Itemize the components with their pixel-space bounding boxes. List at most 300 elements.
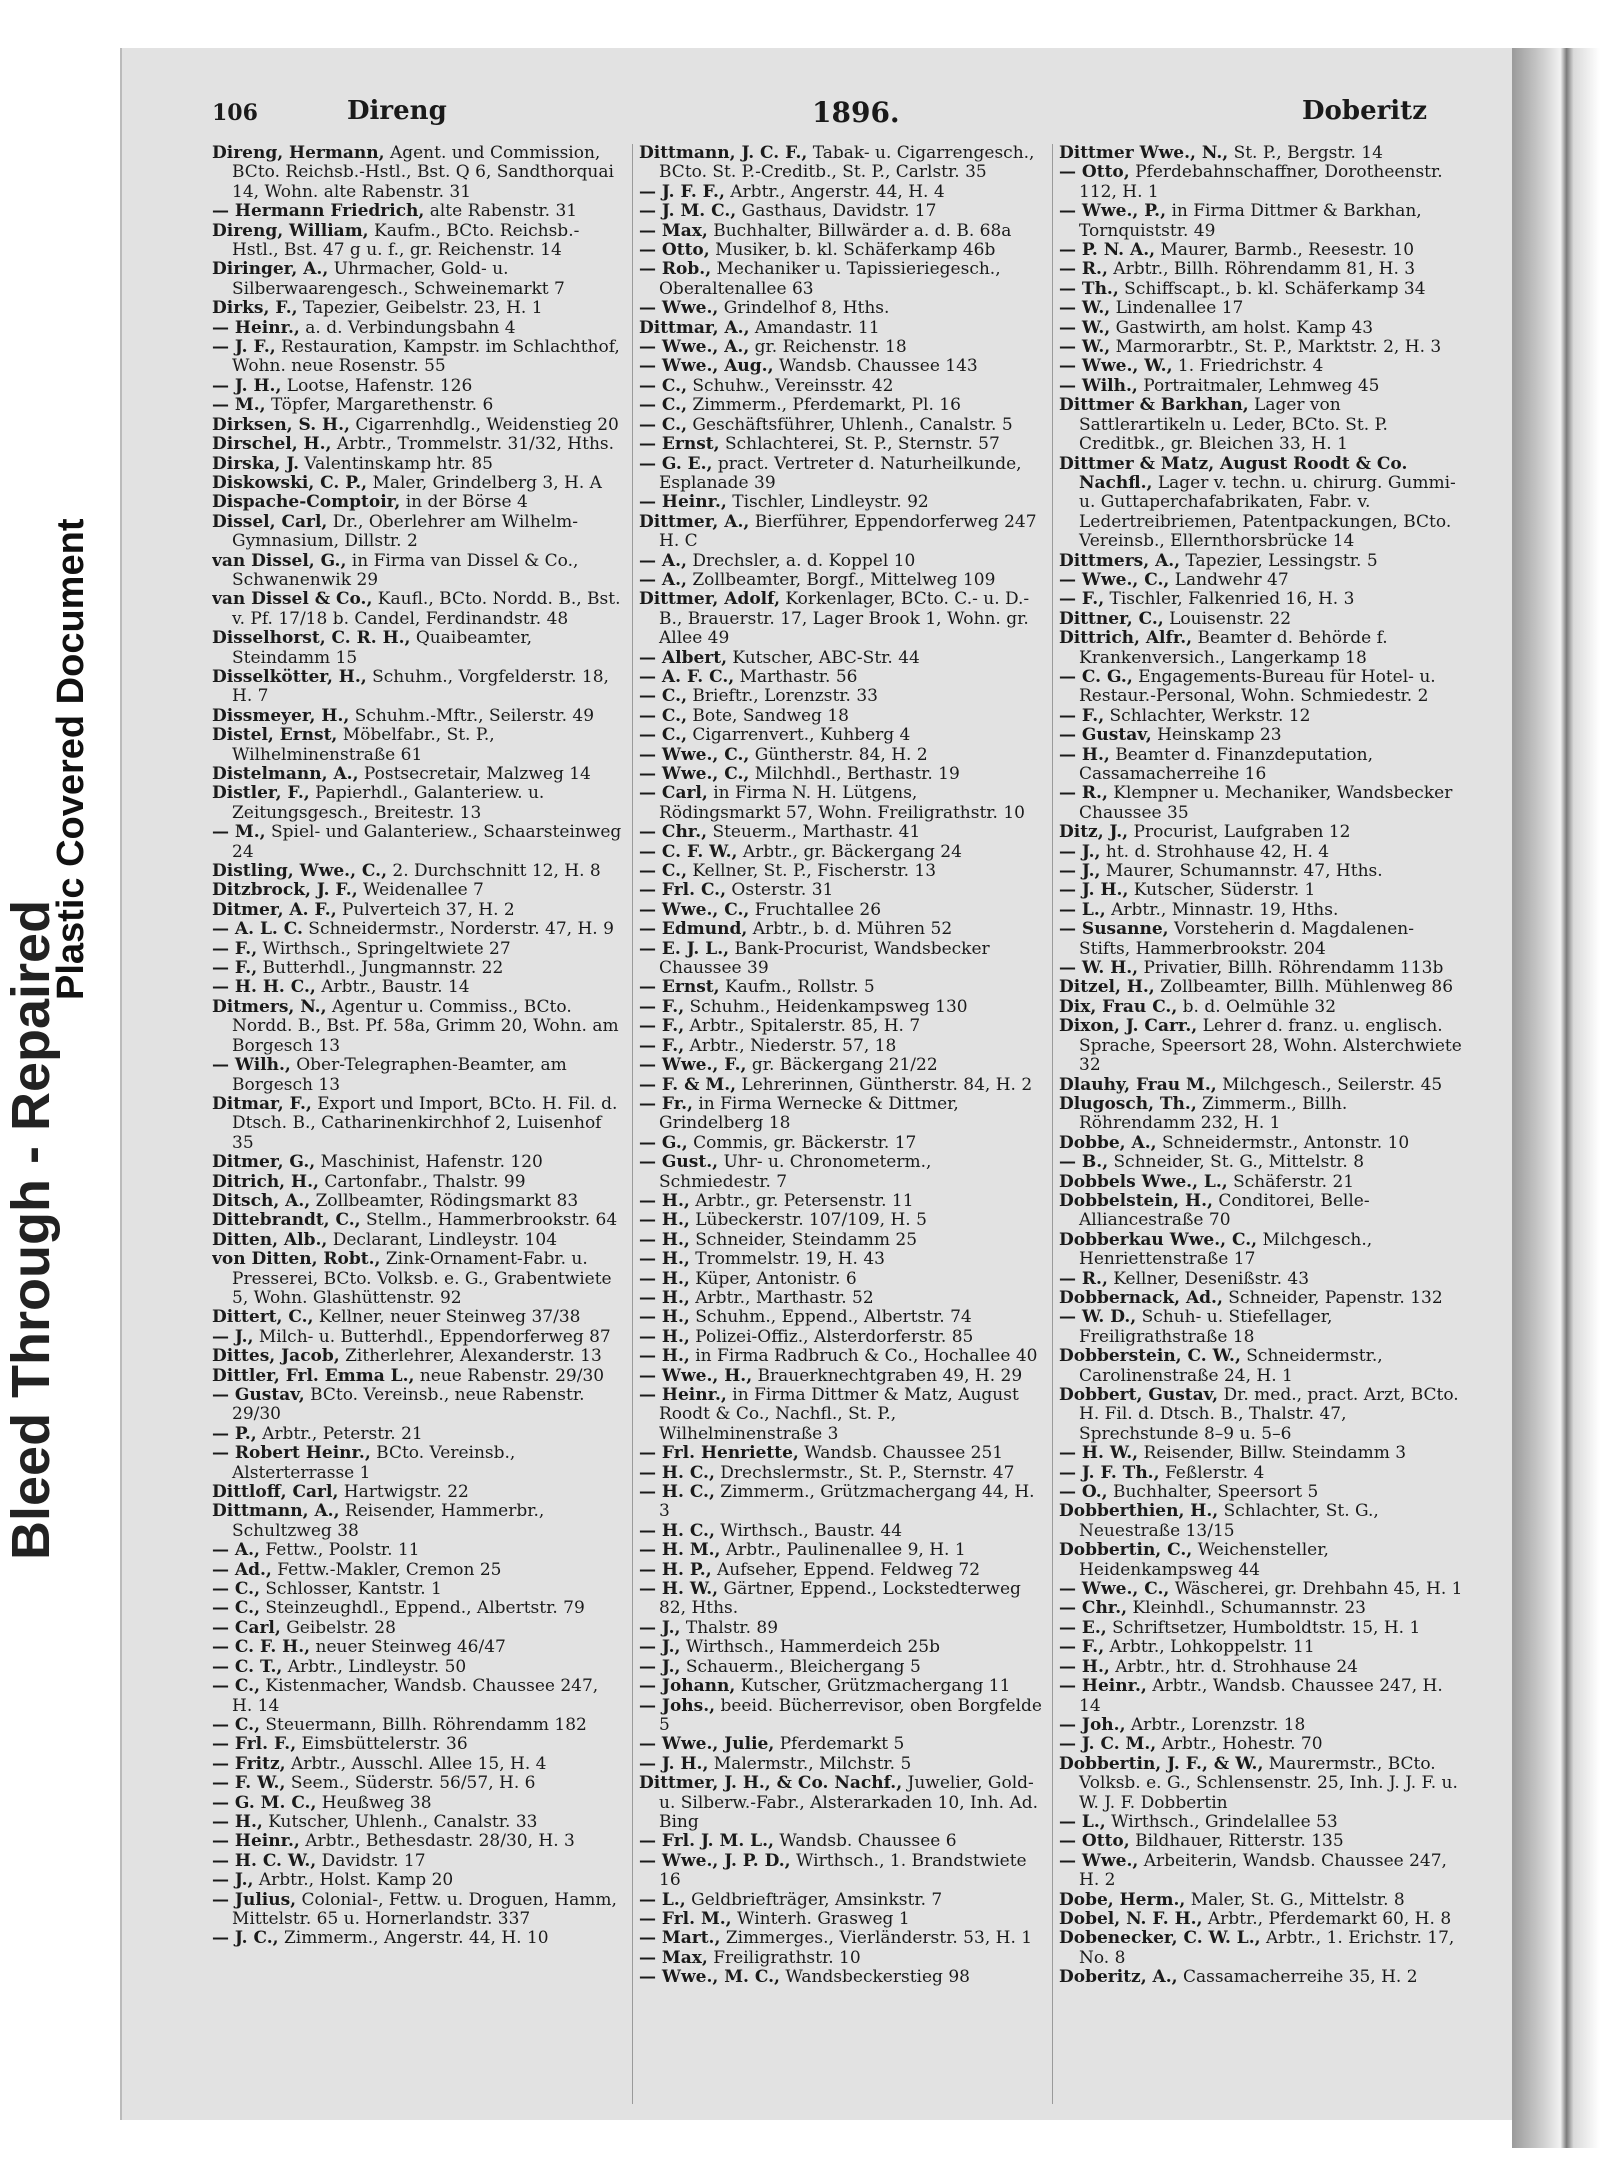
- entry-details: Kaufm., BCto. Reichsb.-Hstl., Bst. 47 g u. f., gr. Reichenstr. 14: [232, 220, 580, 261]
- entry-name: — Otto,: [1059, 162, 1130, 183]
- entry-name: Dittmer & Barkhan,: [1059, 395, 1249, 416]
- directory-entry: [1059, 396, 1463, 454]
- plastic-covered-label: Plastic Covered Document: [50, 518, 92, 1000]
- directory-entry: [1059, 1929, 1463, 1968]
- entry-details: Brieftr., Lorenzstr. 33: [692, 686, 878, 707]
- entry-name: — H.,: [639, 1249, 690, 1270]
- directory-entry: [639, 377, 1043, 396]
- directory-entry: [212, 940, 622, 959]
- directory-entry: [212, 474, 622, 493]
- entry-name: — C.,: [639, 705, 687, 726]
- directory-entry: [639, 319, 1043, 338]
- entry-name: — J.,: [639, 1637, 681, 1658]
- directory-entry: [1059, 1599, 1463, 1618]
- entry-name: — Wwe., C.,: [1059, 1579, 1170, 1600]
- entry-details: Weichensteller, Heidenkampsweg 44: [1079, 1540, 1329, 1580]
- entry-details: Louisenstr. 22: [1169, 608, 1292, 629]
- entry-name: Distel, Ernst,: [212, 725, 338, 746]
- entry-details: Geibelstr. 28: [286, 1617, 396, 1638]
- entry-name: — F. W.,: [212, 1773, 286, 1794]
- entry-name: Dobberstein, C. W.,: [1059, 1346, 1241, 1367]
- directory-entry: [639, 687, 1043, 706]
- entry-name: Distelmann, A.,: [212, 764, 359, 784]
- entry-details: 1. Friedrichstr. 4: [1177, 356, 1324, 377]
- directory-entry: [639, 726, 1043, 745]
- entry-name: Dittmer, Adolf,: [639, 589, 780, 610]
- entry-details: Geldbriefträger, Amsinkstr. 7: [691, 1889, 943, 1910]
- entry-details: Arbtr., gr. Bäckergang 24: [742, 841, 962, 862]
- entry-details: Vorsteherin d. Magdalenen-Stifts, Hammerbrookstr. 204: [1079, 919, 1414, 959]
- entry-name: — W. H.,: [1059, 958, 1139, 979]
- entry-details: Reisender, Billw. Steindamm 3: [1143, 1443, 1407, 1464]
- entry-details: BCto. Vereinsb., Alsterterrasse 1: [232, 1443, 516, 1483]
- entry-name: — C.,: [639, 395, 687, 416]
- entry-name: — G.,: [639, 1132, 688, 1153]
- directory-entry: [1059, 552, 1463, 571]
- entry-details: Maurermstr., BCto. Volksb. e. G., Schlensenstr. 25, Inh. J. J. F. u. W. J. F. Dobbertin: [1079, 1753, 1458, 1813]
- entry-name: Dobberkau Wwe., C.,: [1059, 1229, 1258, 1250]
- entry-details: Bierführer, Eppendorferweg 247 H. C: [659, 511, 1037, 552]
- entry-details: Zollbeamter, Borgf., Mittelweg 109: [692, 569, 996, 590]
- directory-entry: [639, 1697, 1043, 1736]
- directory-entry: [1059, 1173, 1463, 1192]
- entry-name: — C.,: [639, 861, 687, 882]
- entry-name: — Carl,: [639, 783, 708, 804]
- directory-entry: [212, 1871, 622, 1890]
- entry-name: — E.,: [1059, 1617, 1107, 1638]
- entry-details: Arbtr., Ausschl. Allee 15, H. 4: [290, 1753, 547, 1774]
- entry-details: Spiel- und Galanteriew., Schaarsteinweg 24: [232, 822, 622, 862]
- entry-details: Amandastr. 11: [754, 317, 880, 338]
- entry-details: Kistenmacher, Wandsb. Chaussee 247, H. 14: [232, 1676, 599, 1716]
- directory-entry: [639, 1735, 1043, 1754]
- directory-entry: [1059, 610, 1463, 629]
- directory-entry: [639, 260, 1043, 299]
- directory-entry: [1059, 1755, 1463, 1813]
- entry-name: Ditrich, H.,: [212, 1171, 319, 1192]
- bleed-through-label: Bleed Through - Repaired: [1, 899, 61, 1560]
- entry-name: — H. H. C.,: [212, 977, 316, 998]
- directory-entry: [639, 222, 1043, 241]
- entry-name: — J. F. F.,: [639, 181, 725, 202]
- entry-details: Küper, Antonistr. 6: [695, 1268, 857, 1289]
- entry-name: — F.,: [212, 938, 258, 959]
- directory-entry: [212, 1891, 622, 1930]
- directory-entry: [639, 1231, 1043, 1250]
- entry-details: Arbtr., Niederstr. 57, 18: [689, 1035, 897, 1056]
- entry-details: Arbtr., Bethesdastr. 28/30, H. 3: [305, 1831, 575, 1852]
- directory-entry: [1059, 1076, 1463, 1095]
- entry-name: — H.,: [639, 1346, 690, 1367]
- entry-name: Dittmer, J. H., & Co. Nachf.,: [639, 1773, 903, 1794]
- entry-details: Heinskamp 23: [1157, 725, 1282, 746]
- directory-entry: [212, 435, 622, 454]
- directory-entry: [212, 416, 622, 435]
- directory-entry: [1059, 881, 1463, 900]
- directory-entry: [212, 513, 622, 552]
- entry-details: Wandsb. Chaussee 251: [804, 1443, 1004, 1464]
- directory-entry: [639, 784, 1043, 823]
- entry-details: Tischler, Lindleystr. 92: [732, 492, 929, 513]
- entry-details: Quaibeamter, Steindamm 15: [232, 628, 533, 668]
- directory-entry: [212, 1561, 622, 1580]
- entry-details: Arbtr., Holst. Kamp 20: [258, 1870, 454, 1891]
- directory-entry: [1059, 823, 1463, 842]
- directory-entry: [1059, 357, 1463, 376]
- entry-name: — C.,: [639, 414, 687, 435]
- entry-name: — Wwe.,: [1059, 1850, 1139, 1871]
- directory-entry: [1059, 707, 1463, 726]
- directory-entry: [1059, 1832, 1463, 1851]
- entry-name: — C.,: [212, 1598, 260, 1619]
- entry-details: Korkenlager, BCto. C.- u. D.-B., Brauerstr. 17, Lager Brook 1, Wohn. gr. Allee 49: [659, 589, 1030, 649]
- directory-entry: [1059, 590, 1463, 609]
- directory-entry: [1059, 1289, 1463, 1308]
- entry-details: in Firma van Dissel & Co., Schwanenwik 29: [232, 550, 579, 590]
- entry-details: Schiffscapt., b. kl. Schäferkamp 34: [1124, 278, 1426, 299]
- directory-entry: [212, 144, 622, 202]
- entry-details: Juwelier, Gold- u. Silberw.-Fabr., Alsterarkaden 10, Inh. Ad. Bing: [659, 1773, 1039, 1832]
- entry-details: Restauration, Kampstr. im Schlachthof, Wohn. neue Rosenstr. 55: [232, 337, 620, 377]
- directory-entry: [1059, 1502, 1463, 1541]
- entry-details: Schneider, St. G., Mittelstr. 8: [1113, 1152, 1365, 1173]
- directory-entry: [212, 1832, 622, 1851]
- directory-entry: [1059, 1464, 1463, 1483]
- entry-name: — A.,: [212, 1540, 260, 1561]
- entry-name: Ditzel, H.,: [1059, 977, 1155, 998]
- entry-name: — H.,: [1059, 744, 1110, 765]
- entry-name: — G. M. C.,: [212, 1792, 317, 1813]
- directory-entry: [212, 1677, 622, 1716]
- entry-details: Wirthsch., Springeltwiete 27: [262, 938, 511, 959]
- directory-entry: [1059, 998, 1463, 1017]
- entry-name: — B.,: [1059, 1152, 1109, 1173]
- entry-name: Dittes, Jacob,: [212, 1346, 340, 1367]
- entry-details: Lager von Sattlerartikeln u. Leder, BCto. St. P. Creditbk., gr. Bleichen 33, H. 1: [1079, 395, 1388, 455]
- entry-details: Arbtr., Spitalerstr. 85, H. 7: [689, 1016, 921, 1037]
- entry-details: Schäferstr. 21: [1233, 1171, 1355, 1192]
- entry-name: — Chr.,: [639, 822, 708, 843]
- entry-name: Dittner, C.,: [1059, 608, 1164, 629]
- entry-name: Dirschel, H.,: [212, 434, 332, 455]
- directory-entry: [212, 552, 622, 591]
- entry-details: Schneidermstr., Carolinenstraße 24, H. 1: [1079, 1346, 1383, 1386]
- entry-name: — Wwe., H.,: [639, 1365, 753, 1386]
- entry-name: Ditz, J.,: [1059, 822, 1129, 843]
- entry-details: b. d. Oelmühle 32: [1182, 996, 1337, 1017]
- entry-name: — Chr.,: [1059, 1598, 1128, 1619]
- directory-entry: [1059, 1095, 1463, 1134]
- entry-details: Musiker, b. kl. Schäferkamp 46b: [715, 240, 996, 261]
- entry-name: — Max,: [639, 220, 708, 241]
- entry-name: — R.,: [1059, 1268, 1108, 1289]
- entry-name: — W.,: [1059, 298, 1111, 319]
- entry-details: Buchhalter, Billwärder a. d. B. 68a: [713, 220, 1012, 241]
- directory-entry: [1059, 1716, 1463, 1735]
- entry-details: Schuhm., Vorgfelderstr. 18, H. 7: [232, 666, 609, 707]
- directory-entry: [1059, 1735, 1463, 1754]
- entry-name: — H. W.,: [1059, 1443, 1139, 1464]
- entry-name: — R.,: [1059, 783, 1108, 804]
- entry-details: Thalstr. 89: [685, 1617, 779, 1638]
- entry-details: Arbtr., Pferdemarkt 60, H. 8: [1207, 1908, 1452, 1929]
- directory-entry: [1059, 1677, 1463, 1716]
- entry-name: — H.,: [639, 1307, 690, 1328]
- entry-name: Ditzbrock, J. F.,: [212, 880, 358, 901]
- entry-name: — W.,: [1059, 317, 1111, 338]
- header-left-word: Direng: [347, 96, 447, 126]
- directory-entry: [639, 1328, 1043, 1347]
- entry-details: Kaufl., BCto. Nordd. B., Bst. v. Pf. 17/18 b. Candel, Ferdinandstr. 48: [232, 589, 621, 629]
- directory-entry: [639, 1677, 1043, 1696]
- directory-entry: [212, 1386, 622, 1425]
- entry-name: — C.,: [212, 1579, 260, 1600]
- entry-details: neuer Steinweg 46/47: [315, 1637, 506, 1658]
- entry-name: — Wwe., Aug.,: [639, 356, 774, 377]
- entry-details: Fettw.-Makler, Cremon 25: [277, 1559, 502, 1580]
- entry-details: 2. Durchschnitt 12, H. 8: [392, 861, 601, 882]
- directory-entry: [1059, 1910, 1463, 1929]
- entry-details: Lindenallee 17: [1115, 298, 1244, 319]
- entry-details: Valentinskamp htr. 85: [304, 453, 493, 474]
- entry-details: Pferdemarkt 5: [779, 1734, 905, 1755]
- entry-name: Dobenecker, C. W. L.,: [1059, 1928, 1261, 1949]
- directory-entry: [1059, 1580, 1463, 1599]
- entry-name: — H. M.,: [639, 1540, 721, 1561]
- directory-entry: [1059, 1813, 1463, 1832]
- entry-name: — H.,: [1059, 1656, 1110, 1677]
- entry-name: — H.,: [639, 1190, 690, 1211]
- directory-entry: [212, 1211, 622, 1230]
- entry-name: Dirska, J.: [212, 453, 300, 474]
- entry-name: — H.,: [639, 1326, 690, 1347]
- directory-entry: [639, 1444, 1043, 1463]
- directory-entry: [1059, 843, 1463, 862]
- directory-entry: [212, 1250, 622, 1308]
- entry-name: Dlugosch, Th.,: [1059, 1093, 1197, 1114]
- entry-name: — J. C. M.,: [1059, 1734, 1157, 1755]
- directory-entry: [212, 668, 622, 707]
- entry-name: — M.,: [212, 395, 266, 416]
- directory-entry: [212, 1794, 622, 1813]
- entry-details: Zollbeamter, Billh. Mühlenweg 86: [1160, 977, 1454, 998]
- entry-details: Arbtr., gr. Petersenstr. 11: [695, 1190, 914, 1211]
- entry-details: Maurer, Barmb., Reesestr. 10: [1160, 240, 1415, 261]
- directory-entry: [212, 590, 622, 629]
- entry-name: Dobbe, A.,: [1059, 1132, 1157, 1153]
- directory-entry: [1059, 571, 1463, 590]
- directory-entry: [639, 1561, 1043, 1580]
- directory-entry: [212, 901, 622, 920]
- entry-details: Arbtr., Lorenzstr. 18: [1130, 1714, 1306, 1735]
- entry-name: Dobbelstein, H.,: [1059, 1190, 1213, 1211]
- entry-details: Declarant, Lindleystr. 104: [332, 1229, 558, 1250]
- directory-entry: [639, 668, 1043, 687]
- entry-name: — Heinr.,: [1059, 1676, 1147, 1697]
- entry-name: Dobbertin, J. F., & W.,: [1059, 1753, 1264, 1774]
- entry-name: Dittebrandt, C.,: [212, 1210, 361, 1231]
- entry-name: — J. H.,: [639, 1753, 709, 1774]
- entry-name: Ditten, Alb.,: [212, 1229, 328, 1250]
- entry-name: — Wwe., C.,: [1059, 569, 1170, 590]
- entry-details: Procurist, Laufgraben 12: [1133, 822, 1351, 843]
- directory-entry: [639, 1638, 1043, 1657]
- directory-entry: [212, 1638, 622, 1657]
- entry-name: — Heinr.,: [212, 1831, 300, 1852]
- entry-name: van Dissel, G.,: [212, 550, 347, 571]
- entry-name: — Carl,: [212, 1617, 281, 1638]
- directory-entry: [1059, 377, 1463, 396]
- directory-entry: [639, 357, 1043, 376]
- page-header: [212, 90, 1492, 140]
- entry-details: Maurer, Schumannstr. 47, Hths.: [1105, 861, 1383, 882]
- directory-entry: [1059, 1153, 1463, 1172]
- directory-entry: [1059, 862, 1463, 881]
- entry-name: — Frl. F.,: [212, 1734, 297, 1755]
- entry-name: — Frl. Henriette,: [639, 1443, 799, 1464]
- entry-details: Lehrerinnen, Güntherstr. 84, H. 2: [741, 1074, 1033, 1095]
- directory-entry: [212, 920, 622, 939]
- entry-details: in Firma N. H. Lütgens, Rödingsmarkt 57, Wohn. Freiligrathstr. 10: [659, 783, 1025, 823]
- directory-entry: [639, 1580, 1043, 1619]
- directory-entry: [212, 493, 622, 512]
- entry-details: Töpfer, Margarethenstr. 6: [270, 395, 494, 416]
- entry-name: — Susanne,: [1059, 919, 1169, 940]
- entry-details: Arbtr., Peterstr. 21: [262, 1423, 423, 1444]
- directory-entry: [212, 1192, 622, 1211]
- entry-name: — H. W.,: [639, 1579, 719, 1600]
- entry-details: Wäscherei, gr. Drehbahn 45, H. 1: [1174, 1579, 1463, 1600]
- directory-entry: [1059, 299, 1463, 318]
- directory-entry: [212, 1929, 622, 1948]
- entry-details: Bank-Procurist, Wandsbecker Chaussee 39: [659, 938, 990, 979]
- directory-entry: [1059, 1968, 1463, 1987]
- entry-details: Beamter d. Behörde f. Krankenversich., Langerkamp 18: [1079, 628, 1388, 668]
- entry-details: Lübeckerstr. 107/109, H. 5: [695, 1210, 927, 1231]
- entry-name: — F.,: [212, 958, 258, 979]
- entry-name: — A. L. C.: [212, 919, 303, 940]
- entry-name: Dittmann, J. C. F.,: [639, 144, 808, 163]
- entry-name: — Ernst,: [639, 977, 720, 998]
- entry-name: — A. F. C.,: [639, 666, 735, 687]
- entry-details: Wandsb. Chaussee 143: [778, 356, 978, 377]
- entry-name: Dobberthien, H.,: [1059, 1501, 1219, 1522]
- directory-entry: [639, 649, 1043, 668]
- entry-name: Diringer, A.,: [212, 259, 329, 280]
- directory-entry: [212, 1619, 622, 1638]
- entry-name: Dobbels Wwe., L.,: [1059, 1171, 1228, 1192]
- directory-entry: [1059, 1231, 1463, 1270]
- entry-details: Commis, gr. Bäckerstr. 17: [693, 1132, 917, 1153]
- entry-name: — J. H.,: [212, 375, 282, 396]
- directory-entry: [639, 1211, 1043, 1230]
- directory-entry: [639, 1522, 1043, 1541]
- directory-entry: [212, 1483, 622, 1502]
- entry-details: Kellner, neuer Steinweg 37/38: [318, 1307, 581, 1328]
- entry-name: — H.,: [639, 1287, 690, 1308]
- directory-entry: [1059, 746, 1463, 785]
- directory-entry: [1059, 668, 1463, 707]
- entry-name: — C. F. W.,: [639, 841, 738, 862]
- entry-name: — F. & M.,: [639, 1074, 737, 1095]
- directory-entry: [639, 746, 1043, 765]
- entry-details: Buchhalter, Speersort 5: [1112, 1482, 1319, 1503]
- entry-name: — Wwe., C.,: [639, 899, 750, 920]
- column-2: [632, 144, 1043, 2104]
- entry-name: — Wilh.,: [212, 1055, 291, 1076]
- directory-entry: [1059, 1619, 1463, 1638]
- directory-entry: [639, 1464, 1043, 1483]
- entry-details: Zitherlehrer, Alexanderstr. 13: [345, 1346, 602, 1367]
- entry-details: Pferdebahnschaffner, Dorotheenstr. 112, H. 1: [1079, 162, 1443, 202]
- entry-details: Conditorei, Belle-Alliancestraße 70: [1079, 1190, 1370, 1231]
- directory-entry: [639, 1483, 1043, 1522]
- directory-entry: [639, 571, 1043, 590]
- directory-entry: [639, 1308, 1043, 1327]
- directory-entry: [639, 1017, 1043, 1036]
- entry-details: Maler, Grindelberg 3, H. A: [372, 472, 602, 493]
- entry-details: Uhrmacher, Gold- u. Silberwaarengesch., Schweinemarkt 7: [232, 259, 565, 299]
- entry-details: Feßlerstr. 4: [1164, 1462, 1265, 1483]
- directory-entry: [212, 1502, 622, 1541]
- entry-details: Gärtner, Eppend., Lockstedterweg 82, Hths.: [659, 1579, 1021, 1619]
- entry-name: — Edmund,: [639, 919, 748, 940]
- entry-name: Dixon, J. Carr.,: [1059, 1016, 1198, 1037]
- directory-entry: [212, 1095, 622, 1153]
- directory-entry: [212, 726, 622, 765]
- entry-details: Milch- u. Butterhdl., Eppendorferweg 87: [258, 1326, 611, 1347]
- entry-name: — Gustav,: [212, 1385, 305, 1405]
- directory-entry: [212, 202, 622, 221]
- directory-entry: [1059, 1347, 1463, 1386]
- entry-details: Osterstr. 31: [731, 880, 834, 901]
- entry-details: in Firma Dittmer & Barkhan, Tornquiststr. 49: [1079, 201, 1422, 241]
- directory-entry: [212, 1328, 622, 1347]
- directory-entry: [639, 590, 1043, 648]
- entry-details: Fruchtallee 26: [754, 899, 882, 920]
- directory-entry: [1059, 319, 1463, 338]
- entry-name: Dittloff, Carl,: [212, 1482, 339, 1503]
- directory-entry: [639, 435, 1043, 454]
- entry-details: Postsecretair, Malzweg 14: [363, 764, 591, 784]
- entry-name: — Otto,: [639, 240, 710, 261]
- entry-details: Lager v. techn. u. chirurg. Gummi- u. Guttaperchafabrikaten, Fabr. v. Ledertreibriemen, Patentpackungen, BCto. Vereinsb., Ellernthorsbrücke 14: [1079, 472, 1456, 552]
- entry-name: — J.,: [1059, 861, 1101, 882]
- directory-entry: [212, 1774, 622, 1793]
- entry-name: — Wwe., M. C.,: [639, 1967, 780, 1988]
- entry-name: — Frl. J. M. L.,: [639, 1831, 774, 1852]
- entry-details: Wandsbeckerstieg 98: [785, 1967, 970, 1988]
- entry-name: Diskowski, C. P.,: [212, 472, 368, 493]
- entry-name: — L.,: [639, 1889, 686, 1910]
- directory-entry: [639, 1541, 1043, 1560]
- entry-details: Arbtr., Lohkoppelstr. 11: [1109, 1637, 1315, 1658]
- entry-details: Aufseher, Eppend. Feldweg 72: [717, 1559, 981, 1580]
- directory-entry: [1059, 726, 1463, 745]
- entry-name: — H. C.,: [639, 1482, 715, 1503]
- entry-details: Milchhdl., Berthastr. 19: [754, 764, 960, 784]
- directory-entry: [212, 1599, 622, 1618]
- entry-details: beeid. Bücherrevisor, oben Borgfelde 5: [659, 1695, 1042, 1735]
- entry-details: Freiligrathstr. 10: [713, 1947, 861, 1968]
- entry-name: Ditmer, G.,: [212, 1152, 316, 1173]
- entry-name: — Fr.,: [639, 1093, 693, 1114]
- header-right-word: Doberitz: [1302, 96, 1427, 126]
- entry-name: — Robert Heinr.,: [212, 1443, 371, 1464]
- entry-name: — Wwe., F.,: [639, 1055, 747, 1076]
- entry-name: — C. G.,: [1059, 666, 1133, 687]
- directory-entry: [1059, 1308, 1463, 1347]
